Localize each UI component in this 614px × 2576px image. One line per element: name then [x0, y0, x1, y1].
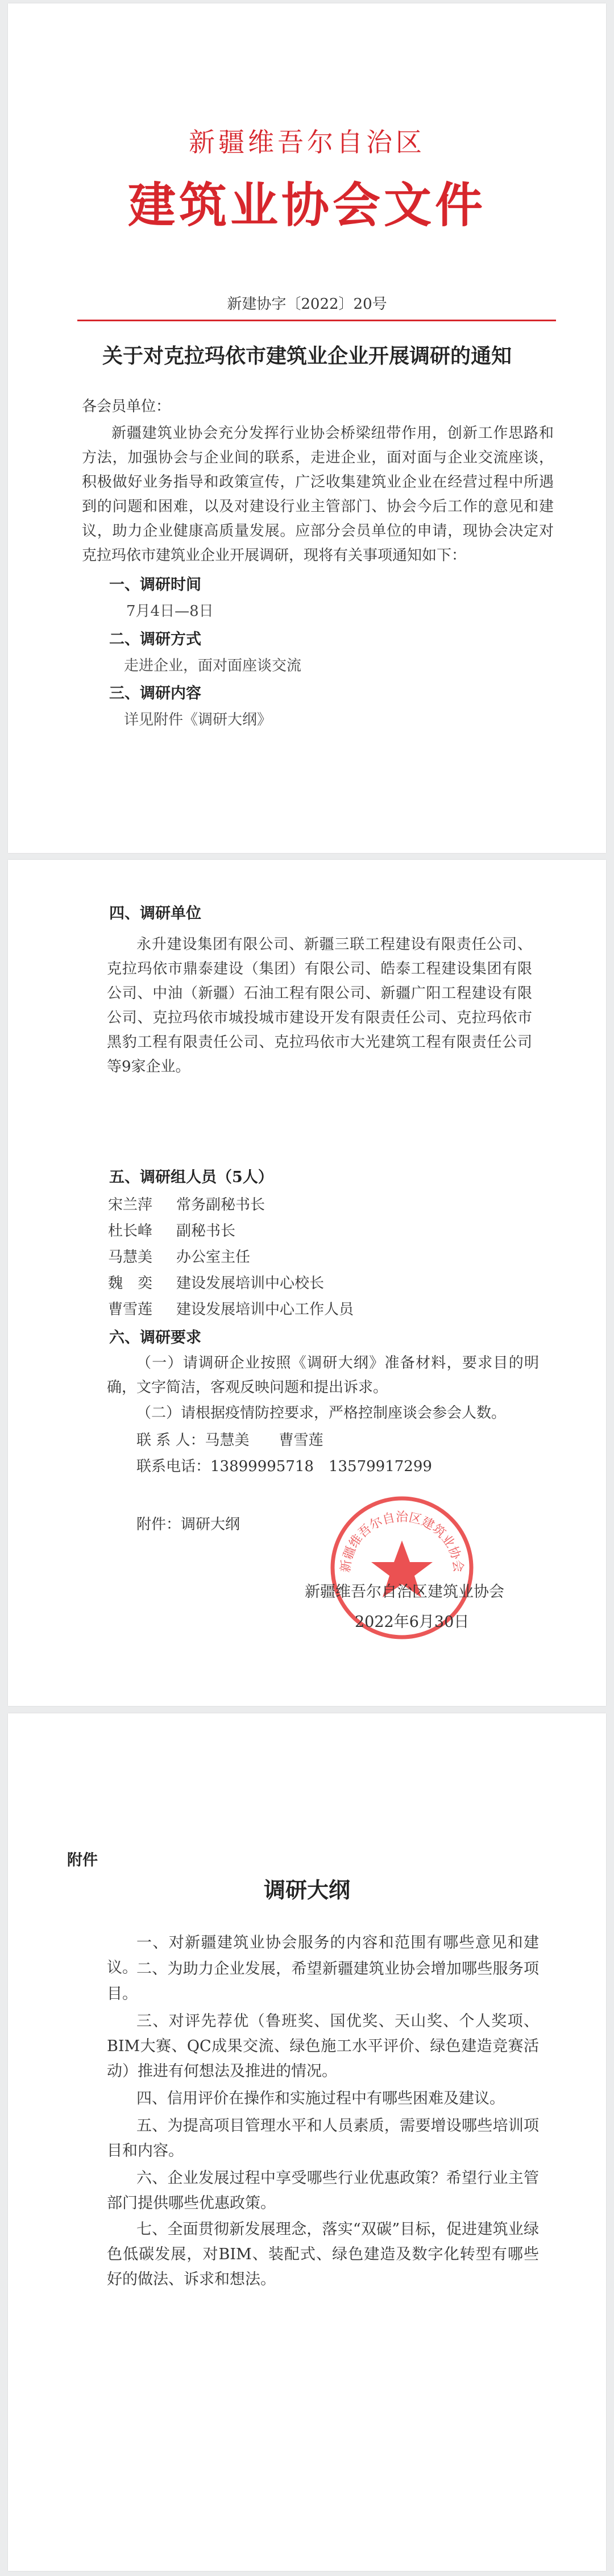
section-heading-team: 五、调研组人员（5人）: [109, 1169, 273, 1186]
member-role: 建设发展培训中心校长: [176, 1275, 325, 1292]
member-role: 建设发展培训中心工作人员: [176, 1301, 354, 1318]
section-heading-content: 三、调研内容: [109, 685, 201, 702]
section-heading-requirements: 六、调研要求: [109, 1329, 201, 1347]
notice-title: 关于对克拉玛依市建筑业企业开展调研的通知: [102, 344, 512, 368]
member-name: 马慧美: [108, 1249, 153, 1266]
attachment-line: 附件：调研大纲: [136, 1516, 240, 1533]
member-role: 副秘书长: [176, 1223, 236, 1240]
team-member: [107, 1192, 539, 1218]
attachment-label: 附件: [67, 1852, 98, 1869]
document-page-3: [8, 1713, 606, 2571]
team-member: [107, 1244, 539, 1270]
section-content-time: 7月4日—8日: [126, 603, 214, 620]
seal-text: 新疆维吾尔自治区建筑业协会: [338, 1510, 466, 1573]
outline-question: 二、为助力企业发展，希望新疆建筑业协会增加哪些服务项目。: [107, 1960, 539, 2003]
requirement-item: （二）请根据疫情防控要求，严格控制座谈会参会人数。: [136, 1405, 507, 1422]
contact-people: 联 系 人：马慧美 曹雪莲: [136, 1432, 323, 1449]
section-content-method: 走进企业，面对面座谈交流: [124, 657, 302, 674]
member-name: 杜长峰: [108, 1223, 153, 1240]
member-role: 办公室主任: [176, 1249, 251, 1266]
units-paragraph: 永升建设集团有限公司、新疆三联工程建设有限责任公司、克拉玛依市鼎泰建设（集团）有限公司、皓泰工程建设集团有限公司、中油（新疆）石油工程有限公司、新疆广阳工程建设有限公司、克拉玛依市城投城市建设开发有限责任公司、克拉玛依市黑豹工程有限责任公司、克拉玛依市大光建筑工程有限责任公司等9家企业。: [107, 936, 532, 1075]
document-type-title: 建筑业协会文件: [127, 177, 486, 233]
section-content-content: 详见附件《调研大纲》: [124, 711, 272, 728]
team-member: [107, 1297, 539, 1323]
outline-question: 七、全面贯彻新发展理念，落实“双碳”目标，促进建筑业绿色低碳发展，对BIM、装配式、绿色建造及数字化转型有哪些好的做法、诉求和想法。: [107, 2221, 539, 2288]
issuer-region: 新疆维吾尔自治区: [189, 127, 425, 158]
outline-title: 调研大纲: [263, 1877, 350, 1903]
member-name: 宋兰萍: [108, 1196, 153, 1214]
outline-question: 五、为提高项目管理水平和人员素质，需要增设哪些培训项目和内容。: [107, 2117, 539, 2160]
salutation: 各会员单位：: [82, 398, 171, 415]
outline-question: 六、企业发展过程中享受哪些行业优惠政策？希望行业主管部门提供哪些优惠政策。: [107, 2169, 539, 2212]
document-page-1: [8, 3, 606, 853]
signature-organization: 新疆维吾尔自治区建筑业协会: [305, 1583, 504, 1601]
member-name: 曹雪莲: [108, 1301, 153, 1318]
member-name: 魏 奕: [108, 1275, 153, 1292]
outline-question: 三、对评先荐优（鲁班奖、国优奖、天山奖、个人奖项、BIM大赛、QC成果交流、绿色施工水平评价、绿色建造竞赛活动）推进有何想法及推进的情况。: [107, 2012, 539, 2080]
member-role: 常务副秘书长: [176, 1196, 265, 1214]
contact-phone: 联系电话：13899995718 13579917299: [136, 1458, 432, 1475]
document-number: 新建协字〔2022〕20号: [227, 296, 387, 313]
section-heading-units: 四、调研单位: [109, 905, 201, 922]
team-member: [107, 1218, 539, 1244]
red-divider: [77, 320, 556, 321]
signature-date: 2022年6月30日: [355, 1613, 470, 1631]
section-heading-time: 一、调研时间: [109, 576, 201, 594]
requirement-item: （一）请调研企业按照《调研大纲》准备材料，要求目的明确，文字简洁，客观反映问题和提出诉求。: [107, 1355, 539, 1396]
outline-question: 一、对新疆建筑业协会服务的内容和范围有哪些意见和建议。: [107, 1934, 539, 1977]
document-page-2: [8, 860, 606, 1706]
intro-paragraph: 新疆建筑业协会充分发挥行业协会桥梁纽带作用，创新工作思路和方法，加强协会与企业间的联系，走进企业，面对面与企业交流座谈，积极做好业务指导和政策宣传，广泛收集建筑业企业在经营过程中所遇到的问题和困难，以及对建设行业主管部门、协会今后工作的意见和建议，助力企业健康高质量发展。应部分会员单位的申请，现协会决定对克拉玛依市建筑业企业开展调研，现将有关事项通知如下：: [82, 425, 554, 564]
team-list: [107, 1192, 539, 1323]
outline-question: 四、信用评价在操作和实施过程中有哪些困难及建议。: [136, 2090, 505, 2107]
section-heading-method: 二、调研方式: [109, 631, 201, 648]
team-member: [107, 1270, 539, 1297]
